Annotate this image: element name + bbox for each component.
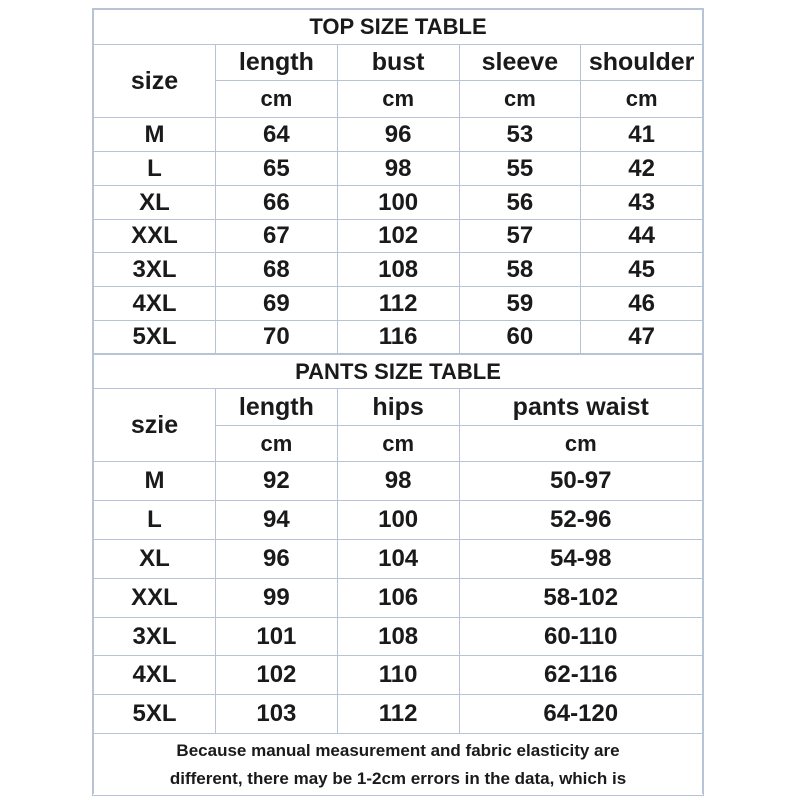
top-cell-size: M <box>94 118 216 152</box>
top-size-table <box>93 9 703 354</box>
top-cell-bust: 98 <box>337 152 459 186</box>
pants-cell-length: 94 <box>216 501 338 540</box>
pants-table-title: PANTS SIZE TABLE <box>94 355 703 389</box>
top-cell-length: 70 <box>216 321 338 354</box>
top-cell-bust: 100 <box>337 186 459 220</box>
pants-cell-waist: 62-116 <box>459 656 703 695</box>
top-unit-bust: cm <box>337 81 459 118</box>
top-row-xxl <box>94 220 703 253</box>
disclaimer-note <box>94 734 703 794</box>
pants-size-table <box>93 354 703 794</box>
top-col-sleeve: sleeve <box>459 45 581 81</box>
top-cell-shoulder: 45 <box>581 253 703 287</box>
top-cell-length: 66 <box>216 186 338 220</box>
pants-col-length: length <box>216 389 338 426</box>
pants-cell-waist: 52-96 <box>459 501 703 540</box>
pants-cell-size: XL <box>94 540 216 579</box>
top-cell-bust: 116 <box>337 321 459 354</box>
pants-cell-length: 102 <box>216 656 338 695</box>
top-col-shoulder: shoulder <box>581 45 703 81</box>
pants-cell-waist: 50-97 <box>459 462 703 501</box>
top-row-4xl <box>94 287 703 321</box>
pants-cell-hips: 108 <box>337 618 459 656</box>
top-row-3xl <box>94 253 703 287</box>
top-row-m <box>94 118 703 152</box>
top-unit-shoulder: cm <box>581 81 703 118</box>
top-cell-size: 5XL <box>94 321 216 354</box>
top-cell-length: 69 <box>216 287 338 321</box>
pants-row-xxl <box>94 579 703 618</box>
top-cell-sleeve: 60 <box>459 321 581 354</box>
pants-unit-hips: cm <box>337 426 459 462</box>
top-cell-size: 4XL <box>94 287 216 321</box>
pants-cell-size: 3XL <box>94 618 216 656</box>
top-cell-length: 64 <box>216 118 338 152</box>
pants-cell-hips: 104 <box>337 540 459 579</box>
top-row-l <box>94 152 703 186</box>
pants-cell-hips: 100 <box>337 501 459 540</box>
pants-cell-hips: 112 <box>337 695 459 734</box>
top-cell-length: 65 <box>216 152 338 186</box>
top-cell-shoulder: 43 <box>581 186 703 220</box>
top-row-xl <box>94 186 703 220</box>
top-cell-size: L <box>94 152 216 186</box>
pants-cell-length: 99 <box>216 579 338 618</box>
pants-cell-waist: 60-110 <box>459 618 703 656</box>
pants-row-l <box>94 501 703 540</box>
pants-row-m <box>94 462 703 501</box>
top-col-length: length <box>216 45 338 81</box>
pants-cell-length: 101 <box>216 618 338 656</box>
pants-cell-length: 103 <box>216 695 338 734</box>
pants-col-waist: pants waist <box>459 389 703 426</box>
top-cell-sleeve: 59 <box>459 287 581 321</box>
top-cell-sleeve: 58 <box>459 253 581 287</box>
top-cell-sleeve: 55 <box>459 152 581 186</box>
top-cell-sleeve: 57 <box>459 220 581 253</box>
pants-cell-length: 92 <box>216 462 338 501</box>
pants-row-xl <box>94 540 703 579</box>
pants-cell-size: 4XL <box>94 656 216 695</box>
top-cell-length: 68 <box>216 253 338 287</box>
pants-row-4xl <box>94 656 703 695</box>
size-chart <box>92 8 704 796</box>
pants-cell-size: XXL <box>94 579 216 618</box>
top-size-header: size <box>94 45 216 118</box>
pants-cell-size: L <box>94 501 216 540</box>
top-cell-length: 67 <box>216 220 338 253</box>
top-cell-sleeve: 53 <box>459 118 581 152</box>
top-cell-size: XL <box>94 186 216 220</box>
top-cell-size: 3XL <box>94 253 216 287</box>
top-col-bust: bust <box>337 45 459 81</box>
pants-cell-waist: 64-120 <box>459 695 703 734</box>
pants-cell-waist: 58-102 <box>459 579 703 618</box>
pants-cell-hips: 110 <box>337 656 459 695</box>
top-cell-shoulder: 41 <box>581 118 703 152</box>
top-cell-bust: 96 <box>337 118 459 152</box>
top-cell-shoulder: 42 <box>581 152 703 186</box>
top-cell-bust: 112 <box>337 287 459 321</box>
top-unit-sleeve: cm <box>459 81 581 118</box>
top-unit-length: cm <box>216 81 338 118</box>
pants-size-header: szie <box>94 389 216 462</box>
pants-cell-hips: 106 <box>337 579 459 618</box>
disclaimer-line-1: Because manual measurement and fabric elasticity are <box>176 740 620 760</box>
pants-cell-length: 96 <box>216 540 338 579</box>
pants-row-5xl <box>94 695 703 734</box>
pants-cell-size: 5XL <box>94 695 216 734</box>
top-cell-size: XXL <box>94 220 216 253</box>
top-cell-sleeve: 56 <box>459 186 581 220</box>
top-cell-bust: 102 <box>337 220 459 253</box>
top-cell-shoulder: 47 <box>581 321 703 354</box>
top-cell-shoulder: 44 <box>581 220 703 253</box>
top-table-title: TOP SIZE TABLE <box>94 10 703 45</box>
pants-unit-waist: cm <box>459 426 703 462</box>
pants-unit-length: cm <box>216 426 338 462</box>
top-row-5xl <box>94 321 703 354</box>
top-cell-bust: 108 <box>337 253 459 287</box>
pants-cell-waist: 54-98 <box>459 540 703 579</box>
pants-cell-hips: 98 <box>337 462 459 501</box>
pants-row-3xl <box>94 618 703 656</box>
disclaimer-line-2: different, there may be 1-2cm errors in the data, which is <box>169 768 627 788</box>
pants-cell-size: M <box>94 462 216 501</box>
top-cell-shoulder: 46 <box>581 287 703 321</box>
pants-col-hips: hips <box>337 389 459 426</box>
